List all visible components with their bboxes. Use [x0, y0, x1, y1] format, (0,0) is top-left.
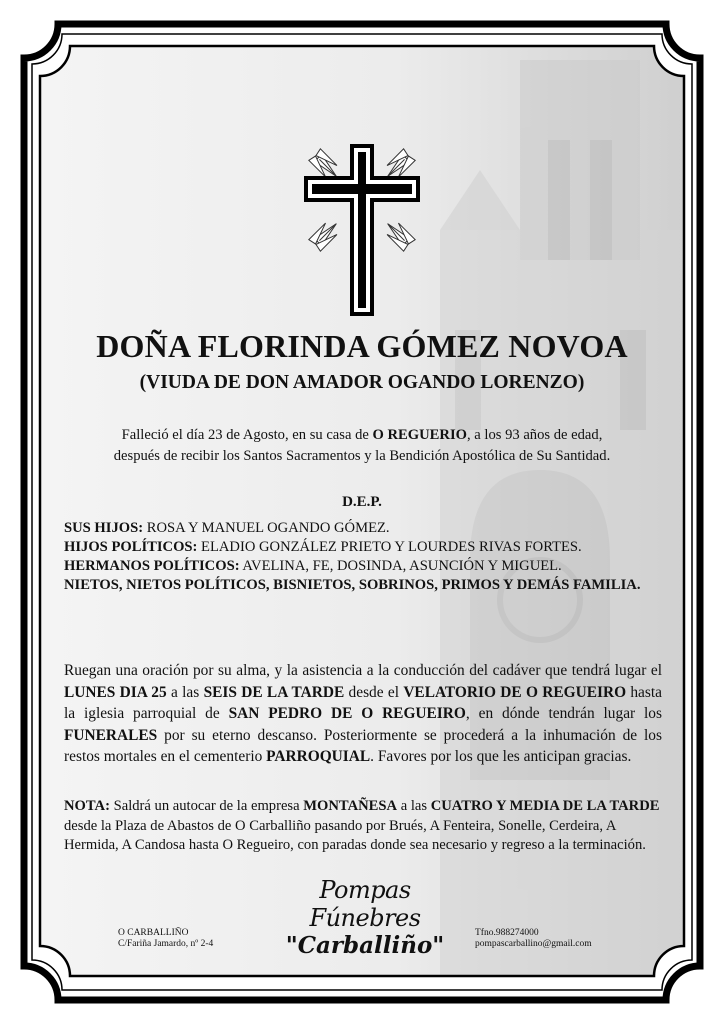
- prayer-text-7: . Favores por los que les anticipan gracias.: [370, 748, 632, 765]
- note-text-1: Saldrá un autocar de la empresa: [109, 798, 304, 814]
- relatives-text: NIETOS, NIETOS POLÍTICOS, BISNIETOS, SOBRINOS, PRIMOS Y DEMÁS FAMILIA.: [64, 577, 641, 593]
- bus-company: MONTAÑESA: [303, 798, 398, 814]
- footer-city: O CARBALLIÑO: [118, 928, 189, 938]
- note-text-3: desde la Plaza de Abastos de O Carballiño pasando por Brués, A Fenteira, Sonelle, Cerdeira, A Hermida, A Candosa hasta O Regueiro, con paradas donde sea necesario y regreso a la terminación.: [64, 817, 646, 853]
- funeral-origin: VELATORIO DE O REGUEIRO: [403, 683, 627, 701]
- footer-email: pompascarballino@gmail.com: [475, 939, 592, 949]
- footer-address: [118, 928, 213, 950]
- footer-street: C/Fariña Jamardo, nº 2-4: [118, 939, 214, 949]
- prayer-text-5: , en dónde tendrán lugar los: [465, 705, 662, 722]
- footer-phone: Tfno.988274000: [475, 928, 539, 938]
- children-line: [64, 519, 662, 538]
- funeral-time: SEIS DE LA TARDE: [203, 683, 345, 701]
- logo-line-2: "Carballiño": [285, 932, 445, 959]
- prayer-text-1: Ruegan una oración por su alma, y la asistencia a la conducción del cadáver que tendrá lugar el: [64, 662, 662, 679]
- note-text-2: a las: [397, 798, 431, 814]
- funeral-home-logo: [270, 876, 460, 960]
- prayer-text-4: hasta la iglesia parroquial de: [64, 683, 662, 722]
- bus-time: CUATRO Y MEDIA DE LA TARDE: [430, 798, 660, 814]
- funerales-word: FUNERALES: [64, 726, 158, 744]
- prayer-text-6: por su eterno descanso. Posteriormente se procederá a la inhumación de los restos mortales en el cementerio: [64, 726, 662, 765]
- sacraments-text: después de recibir los Santos Sacramentos y la Bendición Apostólica de Su Santidad.: [113, 448, 611, 464]
- death-text: Falleció el día 23 de Agosto, en su casa de: [121, 427, 373, 443]
- dep-heading: D.E.P.: [342, 494, 382, 510]
- note-label: NOTA:: [64, 798, 110, 814]
- in-laws-line: [64, 538, 662, 557]
- children-names: ROSA Y MANUEL OGANDO GÓMEZ.: [143, 520, 390, 536]
- cemetery-name: PARROQUIAL: [266, 748, 371, 765]
- death-announcement: [60, 425, 664, 467]
- siblings-names: AVELINA, FE, DOSINDA, ASUNCIÓN Y MIGUEL.: [239, 558, 562, 574]
- death-age: , a los 93 años de edad,: [466, 427, 603, 443]
- family-list: [64, 519, 662, 595]
- prayer-text-3: desde el: [344, 683, 404, 701]
- footer-contact: [475, 928, 592, 950]
- funeral-church: SAN PEDRO DE O REGUEIRO: [228, 705, 466, 722]
- in-laws-names: ELADIO GONZÁLEZ PRIETO Y LOURDES RIVAS FORTES.: [197, 539, 582, 555]
- logo-line-1: Pompas Fúnebres: [309, 876, 421, 932]
- funeral-details: [64, 660, 662, 768]
- deceased-name: DOÑA FLORINDA GÓMEZ NOVOA: [96, 328, 628, 364]
- funeral-day: LUNES DIA 25: [64, 683, 167, 701]
- siblings-line: [64, 557, 662, 576]
- in-laws-label: HIJOS POLÍTICOS:: [64, 539, 198, 555]
- prayer-text-2: a las: [166, 683, 204, 701]
- widow-subtitle: (VIUDA DE DON AMADOR OGANDO LORENZO): [139, 372, 585, 393]
- relatives-line: [64, 576, 662, 595]
- siblings-label: HERMANOS POLÍTICOS:: [64, 558, 240, 574]
- children-label: SUS HIJOS:: [64, 520, 144, 536]
- bus-note: [64, 797, 662, 856]
- death-place: O REGUERIO: [372, 427, 467, 443]
